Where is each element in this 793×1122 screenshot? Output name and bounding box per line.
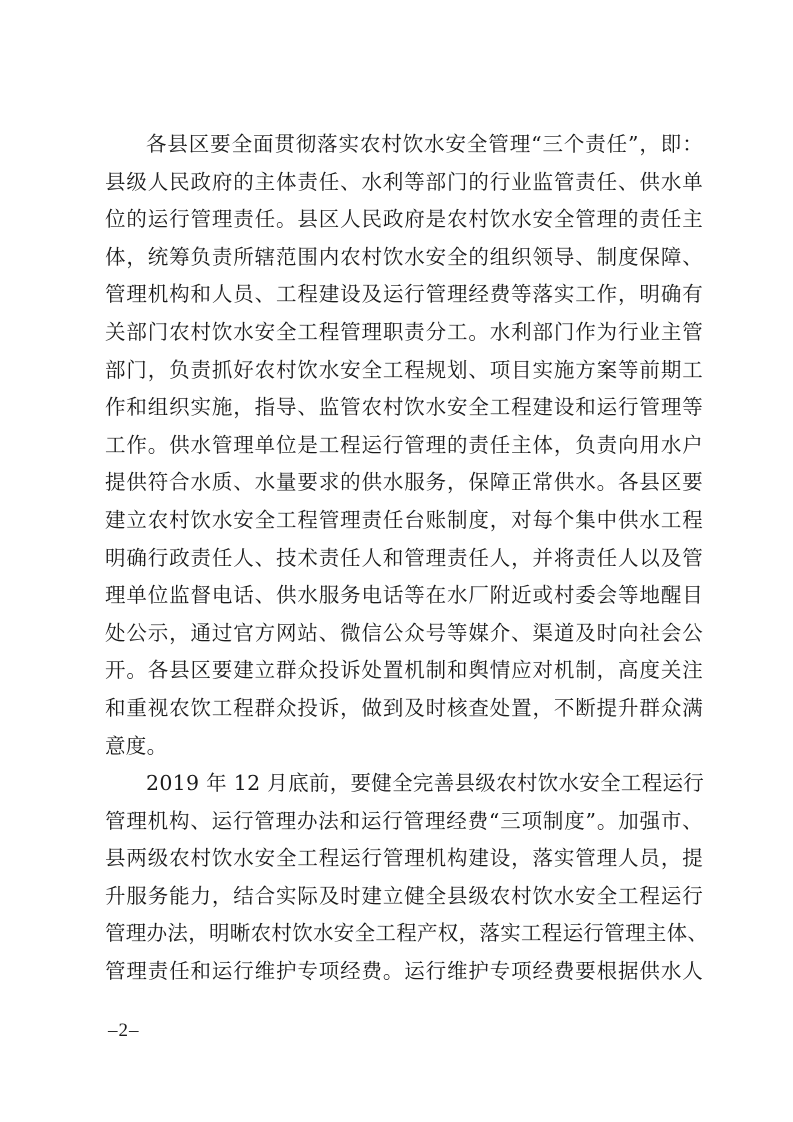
paragraph-2 (105, 765, 709, 991)
text-line: 明确行政责任人、技术责任人和管理责任人，并将责任人以及管 (105, 545, 703, 570)
text-line: 理单位监督电话、供水服务电话等在水厂附近或村委会等地醒目 (105, 583, 703, 608)
text-line: 各县区要全面贯彻落实农村饮水安全管理“三个责任”，即： (146, 132, 703, 156)
text-line: 开。各县区要建立群众投诉处置机制和舆情应对机制，高度关注 (105, 658, 703, 683)
text-line: 工作。供水管理单位是工程运行管理的责任主体，负责向用水户 (105, 432, 703, 457)
text-line: 建立农村饮水安全工程管理责任台账制度，对每个集中供水工程 (105, 507, 703, 532)
text-line: 位的运行管理责任。县区人民政府是农村饮水安全管理的责任主 (105, 207, 703, 232)
body-text (105, 126, 709, 991)
page-number: –2– (108, 1020, 140, 1041)
text-line: 2019 年 12 月底前，要健全完善县级农村饮水安全工程运行 (146, 771, 705, 796)
text-line: 关部门农村饮水安全工程管理职责分工。水利部门作为行业主管 (105, 319, 703, 344)
text-line: 处公示，通过官方网站、微信公众号等媒介、渠道及时向社会公 (105, 620, 703, 645)
text-line: 体，统筹负责所辖范围内农村饮水安全的组织领导、制度保障、 (105, 244, 703, 269)
text-line: 和重视农饮工程群众投诉，做到及时核查处置，不断提升群众满 (105, 695, 703, 720)
text-line: 作和组织实施，指导、监管农村饮水安全工程建设和运行管理等 (105, 395, 703, 420)
text-line: 县两级农村饮水安全工程运行管理机构建设，落实管理人员，提 (105, 846, 703, 871)
text-line: 意度。 (105, 733, 168, 758)
text-line: 管理机构、运行管理办法和运行管理经费“三项制度”。加强市、 (105, 808, 703, 833)
paragraph-1 (105, 126, 703, 765)
text-line: 县级人民政府的主体责任、水利等部门的行业监管责任、供水单 (105, 169, 703, 194)
text-line: 部门，负责抓好农村饮水安全工程规划、项目实施方案等前期工 (105, 357, 703, 382)
text-line: 管理机构和人员、工程建设及运行管理经费等落实工作，明确有 (105, 282, 703, 307)
text-line: 升服务能力，结合实际及时建立健全县级农村饮水安全工程运行 (105, 883, 703, 908)
text-line: 提供符合水质、水量要求的供水服务，保障正常供水。各县区要 (105, 470, 703, 495)
text-line: 管理责任和运行维护专项经费。运行维护专项经费要根据供水人 (105, 959, 703, 984)
text-line: 管理办法，明晰农村饮水安全工程产权，落实工程运行管理主体、 (105, 921, 709, 946)
